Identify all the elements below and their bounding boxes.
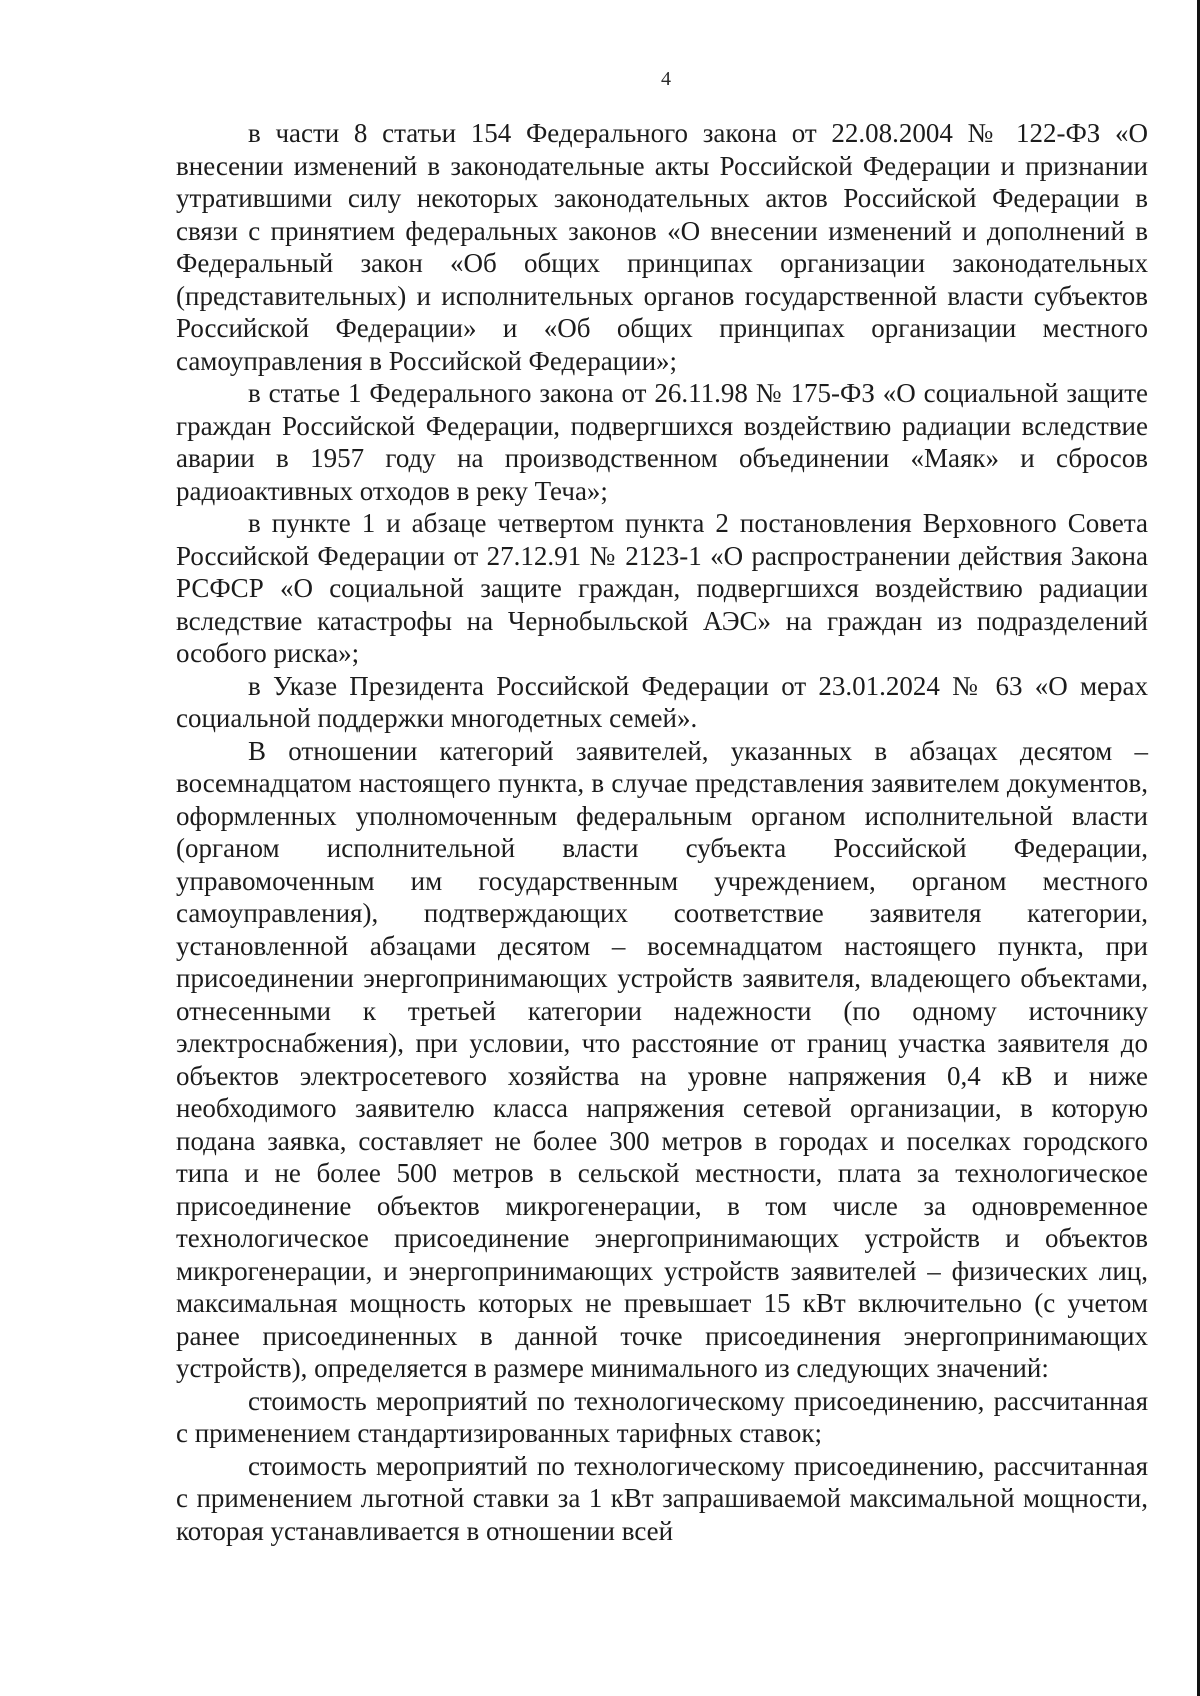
paragraph-applicant-categories: В отношении категорий заявителей, указанных в абзацах десятом – восемнадцатом настоящего пункта, в случае представления заявителем документов, оформленных уполномоченным федеральным органом исполнительной власти (органом исполнительной власти субъекта Российской Федерации, управомоченным им государственным учреждением, органом местного самоуправления), подтверждающих соответствие заявителя категории, установленной абзацами десятом – восемнадцатом настоящего пункта, при присоединении энергопринимающих устройств заявителя, владеющего объектами, отнесенными к третьей категории надежности (по одному источнику электроснабжения), при условии, что расстояние от границ участка заявителя до объектов электросетевого хозяйства на уровне напряжения 0,4 кВ и ниже необходимого заявителю класса напряжения сетевой организации, в которую подана заявка, составляет не более 300 метров в городах и поселках городского типа и не более 500 метров в сельской местности, плата за технологическое присоединение объектов микрогенерации, в том числе за одновременное технологическое присоединение энергопринимающих устройств и объектов микрогенерации, и энергопринимающих устройств заявителей – физических лиц, максимальная мощность которых не превышает 15 кВт включительно (с учетом ранее присоединенных в данной точке присоединения энергопринимающих устройств), определяется в размере минимального из следующих значений: <box>176 735 1148 1383</box>
paragraph-resolution-2123-1: в пункте 1 и абзаце четвертом пункта 2 постановления Верховного Совета Российской Федерации от 27.12.91 № 2123-1 «О распространении действия Закона РСФСР «О социальной защите граждан, подвергшихся воздействию радиации вследствие катастрофы на Чернобыльской АЭС» на граждан из подразделений особого риска»; <box>176 508 1148 668</box>
paragraph-decree-63: в Указе Президента Российской Федерации от 23.01.2024 № 63 «О мерах социальной поддержки многодетных семей». <box>176 670 1148 733</box>
paragraph-standard-rates: стоимость мероприятий по технологическому присоединению, рассчитанная с применением стандартизированных тарифных ставок; <box>176 1385 1148 1448</box>
document-body <box>176 117 1148 1547</box>
paragraph-part-8-article-154: в части 8 статьи 154 Федерального закона от 22.08.2004 № 122-ФЗ «О внесении изменений в законодательные акты Российской Федерации и признании утратившими силу некоторых законодательных актов Российской Федерации в связи с принятием федеральных законов «О внесении изменений и дополнений в Федеральный закон «Об общих принципах организации законодательных (представительных) и исполнительных органов государственной власти субъектов Российской Федерации» и «Об общих принципах организации местного самоуправления в Российской Федерации»; <box>176 118 1148 376</box>
paragraph-article-1-law-175: в статье 1 Федерального закона от 26.11.98 № 175-ФЗ «О социальной защите граждан Российской Федерации, подвергшихся воздействию радиации вследствие аварии в 1957 году на производственном объединении «Маяк» и сбросов радиоактивных отходов в реку Теча»; <box>176 378 1148 506</box>
paragraph-preferential-rate: стоимость мероприятий по технологическому присоединению, рассчитанная с применением льготной ставки за 1 кВт запрашиваемой максимальной мощности, которая устанавливается в отношении всей <box>176 1450 1148 1546</box>
page-number: 4 <box>661 68 671 90</box>
